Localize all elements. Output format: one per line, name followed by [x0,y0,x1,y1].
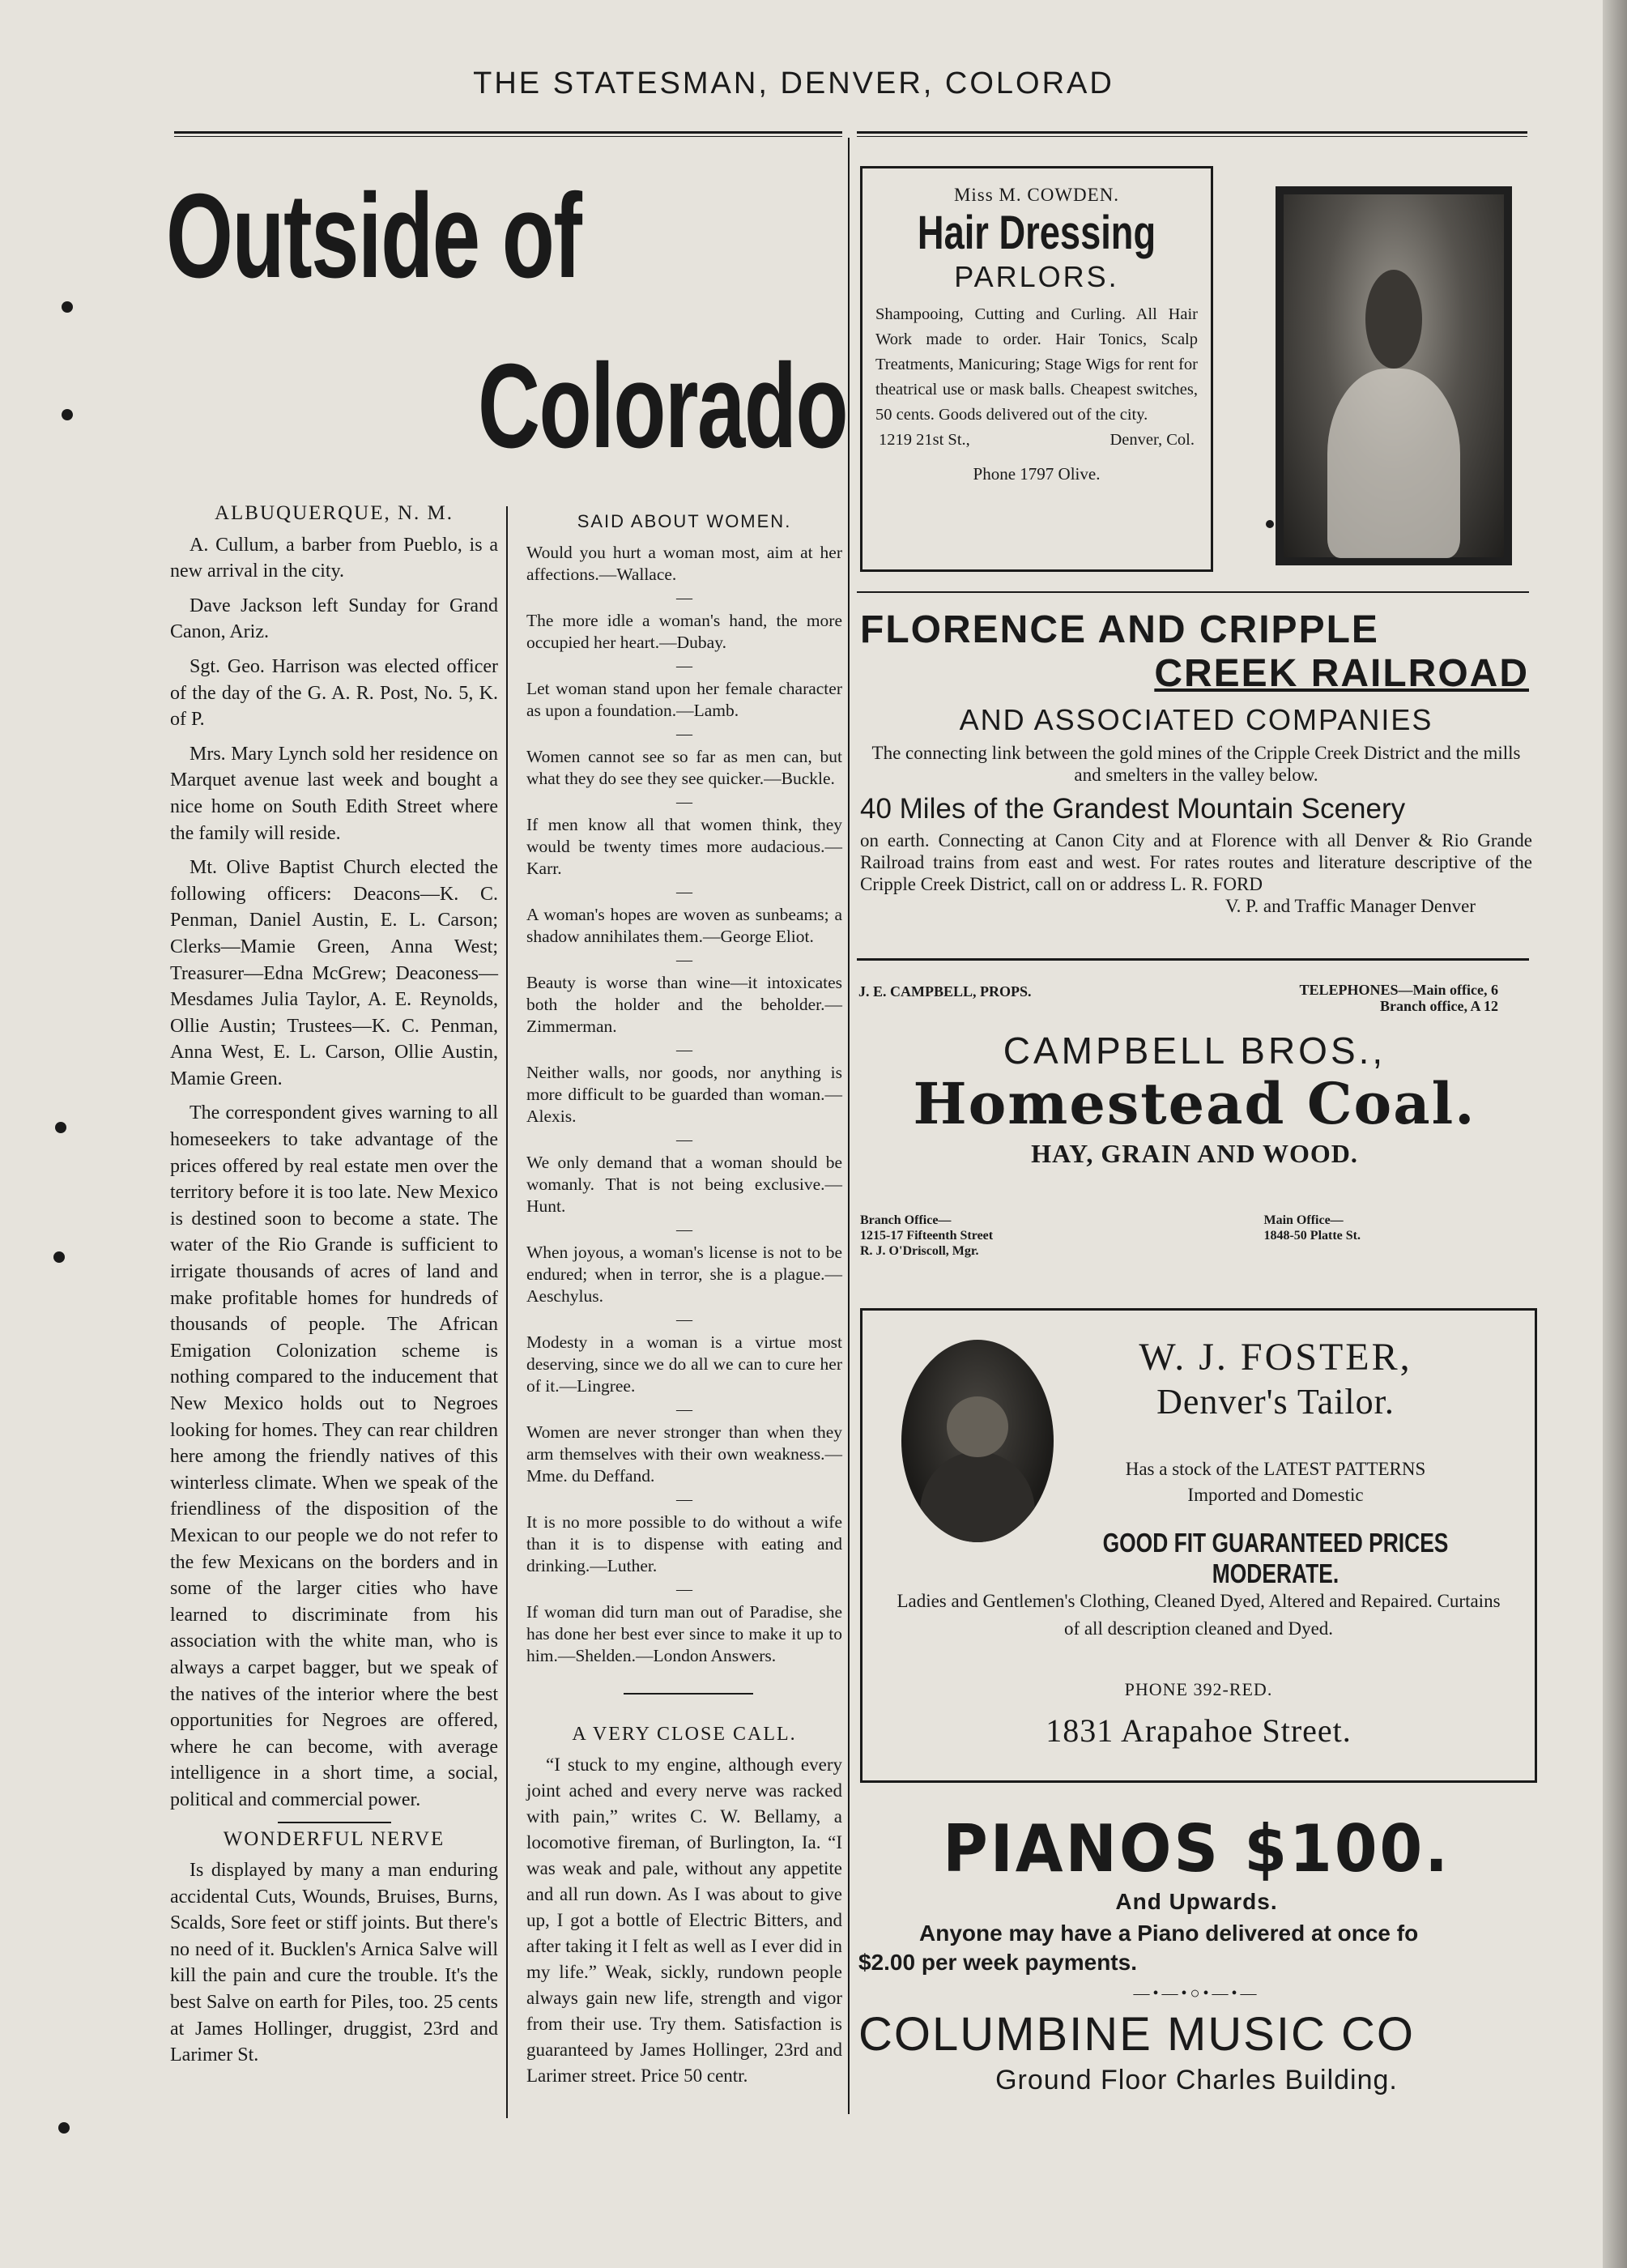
ad-divider [857,591,1529,593]
cowden-phone: Phone 1797 Olive. [973,463,1101,484]
nerve-heading: WONDERFUL NERVE [223,1827,445,1850]
quote-item: If men know all that women think, they would be twenty times more audacious.—Karr. [526,815,842,878]
news-item: Mt. Olive Baptist Church elected the following officers: Deacons—K. C. Penman, Daniel Austin, E. L. Carson; Clerks—Mamie Green, Anna West; Treasurer—Edna McGrew; Deaconess—Mesdames Julia Taylor, A. E. Reynolds, Ollie Austin; Trustees—K. C. Penman, Anna West, E. L. Carson, Ollie Austin, Mamie Green. [170,857,498,1089]
women-column [526,510,842,1672]
quote-item: Women are never stronger than when they arm themselves with their own weakness.—Mme. du Deffand. [526,1422,842,1486]
quote-item: It is no more possible to do without a wife than it is to dispense with eating and drinking.—Luther. [526,1512,842,1575]
quote-separator: — [676,725,692,743]
quote-separator: — [676,1131,692,1149]
quote-separator: — [676,1311,692,1328]
ad-divider [857,958,1529,961]
women-heading: SAID ABOUT WOMEN. [577,511,792,531]
portrait-photo [1276,186,1512,565]
section-divider [624,1693,753,1695]
foster-header [1097,1335,1454,1424]
foster-address: 1831 Arapahoe Street. [1046,1712,1352,1749]
campbell-product: Homestead Coal. [913,1070,1476,1137]
section-divider [278,1822,391,1823]
quote-separator: — [676,1580,692,1598]
close-call-heading: A VERY CLOSE CALL. [572,1724,797,1745]
railroad-miles: 40 Miles of the Grandest Mountain Scenery [860,793,1406,825]
foster-portrait-shoulders [920,1452,1036,1543]
albuquerque-column [170,501,498,2077]
pianos-ad [858,1813,1535,2099]
campbell-ad [858,982,1531,1259]
headline-line-1: Outside of [166,169,581,303]
column-rule-left [506,506,508,2118]
foster-stock [1073,1456,1478,1508]
cowden-title: Hair Dressing [917,207,1156,259]
news-item: Sgt. Geo. Harrison was elected officer of the day of the G. A. R. Post, No. 5, K. of P. [170,655,498,731]
campbell-branch-mgr: R. J. O'Driscoll, Mgr. [860,1244,979,1258]
quote-item: Modesty in a woman is a virtue most deserving, since we do all we can to cure her of it.—Lingree. [526,1332,842,1396]
campbell-top-row [858,982,1531,1014]
railroad-ad [860,609,1532,917]
pianos-upwards: And Upwards. [1115,1889,1278,1914]
cowden-sub: PARLORS. [954,259,1119,293]
news-item: Dave Jackson left Sunday for Grand Canon, Ariz. [170,595,498,643]
cowden-city: Denver, Col. [1110,430,1195,449]
campbell-offices [858,1213,1531,1259]
quote-item: Women cannot see so far as men can, but what they do see they see quicker.—Buckle. [526,747,842,788]
quote-item: If woman did turn man out of Paradise, she has done her best ever since to make it up to him.—Shelden.—London Answers. [526,1602,842,1665]
quote-item: A woman's hopes are woven as sunbeams; a shadow annihilates them.—George Eliot. [526,905,842,946]
quote-item: Beauty is worse than wine—it intoxicates both the holder and the beholder.—Zimmerman. [526,973,842,1036]
headline-line-2: Colorado [478,339,848,473]
campbell-branch-office [858,1213,993,1259]
railroad-line-2: CREEK RAILROAD [1154,652,1529,695]
quote-separator: — [676,883,692,901]
railroad-line-3: AND ASSOCIATED COMPANIES [959,703,1433,736]
quote-separator: — [676,1041,692,1059]
albuquerque-heading: ALBUQUERQUE, N. M. [214,502,454,524]
campbell-branch-addr: 1215-17 Fifteenth Street [860,1229,994,1243]
foster-phone: PHONE 392-RED. [1124,1679,1273,1699]
cowden-ad [860,166,1213,572]
pianos-offer-1: Anyone may have a Piano delivered at once fo [919,1921,1419,1946]
campbell-tagline: HAY, GRAIN AND WOOD. [1031,1139,1358,1168]
quote-item: Let woman stand upon her female character as upon a foundation.—Lamb. [526,679,842,720]
quote-item: Would you hurt a woman most, aim at her affections.—Wallace. [526,543,842,584]
news-item: The correspondent gives warning to all homeseekers to take advantage of the prices offered by real estate men over the territory before it is too late. New Mexico is destined soon to become a state. The water of the Rio Grande is sufficient to irrigate thousands of acres of land and make profitable homes for hundreds of thousands of people. The African Emigation Colonization scheme is nothing compared to the inducement that New Mexico holds out to Negroes looking for homes. They can rear children here among the friendly natives of this winterless climate. When we speak of the friendliness of the disposition of the Mexican to our people we do not refer to the few Mexicans on the borders and in some of the larger cities who have learned to discriminate from his association with the white man, who is always a carpet bagger, but we speak of the natives of the interior where the best opportunities for Negroes are offered, where he can become, with average intelligence in a short time, a social, political and commercial power. [170,1102,498,1810]
foster-guarantee: GOOD FIT GUARANTEED PRICES MODERATE. [1102,1528,1449,1588]
campbell-props: J. E. CAMPBELL, PROPS. [858,983,1032,1000]
cowden-name: Miss M. COWDEN. [953,185,1120,205]
quote-item: When joyous, a woman's license is not to be endured; when in terror, she is a plague.—Aeschylus. [526,1243,842,1306]
foster-portrait-face [947,1396,1007,1457]
railroad-details: on earth. Connecting at Canon City and at Florence with all Denver & Rio Grande Railroad trains from east and west. For rates routes and literature descriptive of the Cripple Creek District, call on or address L. R. FORD [860,830,1532,894]
margin-dot [1266,520,1274,528]
quote-separator: — [676,1400,692,1418]
news-item: Mrs. Mary Lynch sold her residence on Marquet avenue last week and bought a nice home on South Edith Street where the family will reside. [170,743,498,844]
campbell-telephones [1299,982,1531,1014]
quote-item: We only demand that a woman should be womanly. That is not being exclusive.—Hunt. [526,1153,842,1216]
pianos-offer-2: $2.00 per week payments. [858,1950,1137,1975]
quote-separator: — [676,951,692,969]
portrait-dress [1327,369,1460,558]
campbell-main-addr: 1848-50 Platte St. [1263,1229,1361,1243]
campbell-main-office [1263,1213,1531,1259]
nerve-text: Is displayed by many a man enduring accidental Cuts, Wounds, Bruises, Burns, Scalds, Sore feet or stiff joints. But there's no need of it. Bucklen's Arnica Salve will kill the pain and cure the trouble. It's the best Salve on earth for Piles, too. 25 cents at James Hollinger, druggist, 23rd and Larimer St. [170,1860,498,2066]
pianos-headline: PIANOS $100. [943,1811,1450,1886]
foster-title: Denver's Tailor. [1156,1382,1395,1422]
quote-item: Neither walls, nor goods, nor anything is more difficult to be guarded than woman.—Alexis. [526,1063,842,1126]
railroad-manager: V. P. and Traffic Manager Denver [1225,896,1476,916]
foster-stock-1: Has a stock of the LATEST PATTERNS [1125,1459,1426,1479]
ornament-divider: —•—•○•—•— [1133,1985,1260,2002]
foster-name: W. J. FOSTER, [1139,1336,1412,1379]
railroad-desc: The connecting link between the gold mines of the Cripple Creek District and the mills and smelters in the valley below. [871,743,1521,785]
campbell-branch-label: Branch Office— [860,1213,952,1227]
railroad-line-1: FLORENCE AND CRIPPLE [860,608,1379,651]
page-edge [1603,0,1627,2268]
cowden-address-row [862,428,1211,450]
foster-portrait [901,1340,1054,1542]
quote-separator: — [676,657,692,675]
margin-dot [62,409,73,420]
foster-services: Ladies and Gentlemen's Clothing, Cleaned Dyed, Altered and Repaired. Curtains of all description cleaned and Dyed. [897,1591,1501,1639]
margin-dot [53,1251,65,1263]
quote-separator: — [676,1490,692,1508]
quote-separator: — [676,589,692,607]
quote-item: The more idle a woman's hand, the more occupied her heart.—Dubay. [526,611,842,652]
cowden-address: 1219 21st St., [879,430,970,449]
margin-dot [62,301,73,313]
masthead: THE STATESMAN, DENVER, COLORAD [473,66,1114,100]
portrait-face [1365,270,1422,369]
quote-separator: — [676,793,692,811]
top-rule-right [857,131,1527,137]
campbell-main-tel: TELEPHONES—Main office, 6 [1299,982,1498,998]
column-rule-main [848,138,850,2114]
pianos-location: Ground Floor Charles Building. [995,2065,1398,2095]
pianos-company: COLUMBINE MUSIC CO [858,2008,1415,2061]
close-call-column [526,1721,842,2097]
news-item: A. Cullum, a barber from Pueblo, is a new arrival in the city. [170,534,498,582]
margin-dot [55,1122,66,1133]
foster-stock-2: Imported and Domestic [1187,1485,1364,1505]
cowden-text: Shampooing, Cutting and Curling. All Hair Work made to order. Hair Tonics, Scalp Treatments, Manicuring; Stage Wigs for rent for theatrical use or mask balls. Cheapest switches, 50 cents. Goods delivered out of the city. [875,305,1198,424]
campbell-main-label: Main Office— [1263,1213,1344,1227]
campbell-name: CAMPBELL BROS., [1003,1030,1386,1072]
close-call-text: “I stuck to my engine, although every joint ached and every nerve was racked with pain,” writes C. W. Bellamy, a locomotive fireman, of Burlington, Ia. “I was weak and pale, without any appetite and all run down. As I was about to give up, I got a bottle of Electric Bitters, and after taking it I felt as well as I ever did in my life.” Weak, sickly, rundown people always gain new life, strength and vigor from their use. Try them. Satisfaction is guaranteed by James Hollinger, 23rd and Larimer street. Price 50 centr. [526,1754,842,2086]
campbell-branch-tel: Branch office, A 12 [1380,998,1498,1014]
margin-dot [58,2122,70,2134]
top-rule-left [174,131,842,137]
quote-separator: — [676,1221,692,1238]
foster-ad [860,1308,1537,1783]
